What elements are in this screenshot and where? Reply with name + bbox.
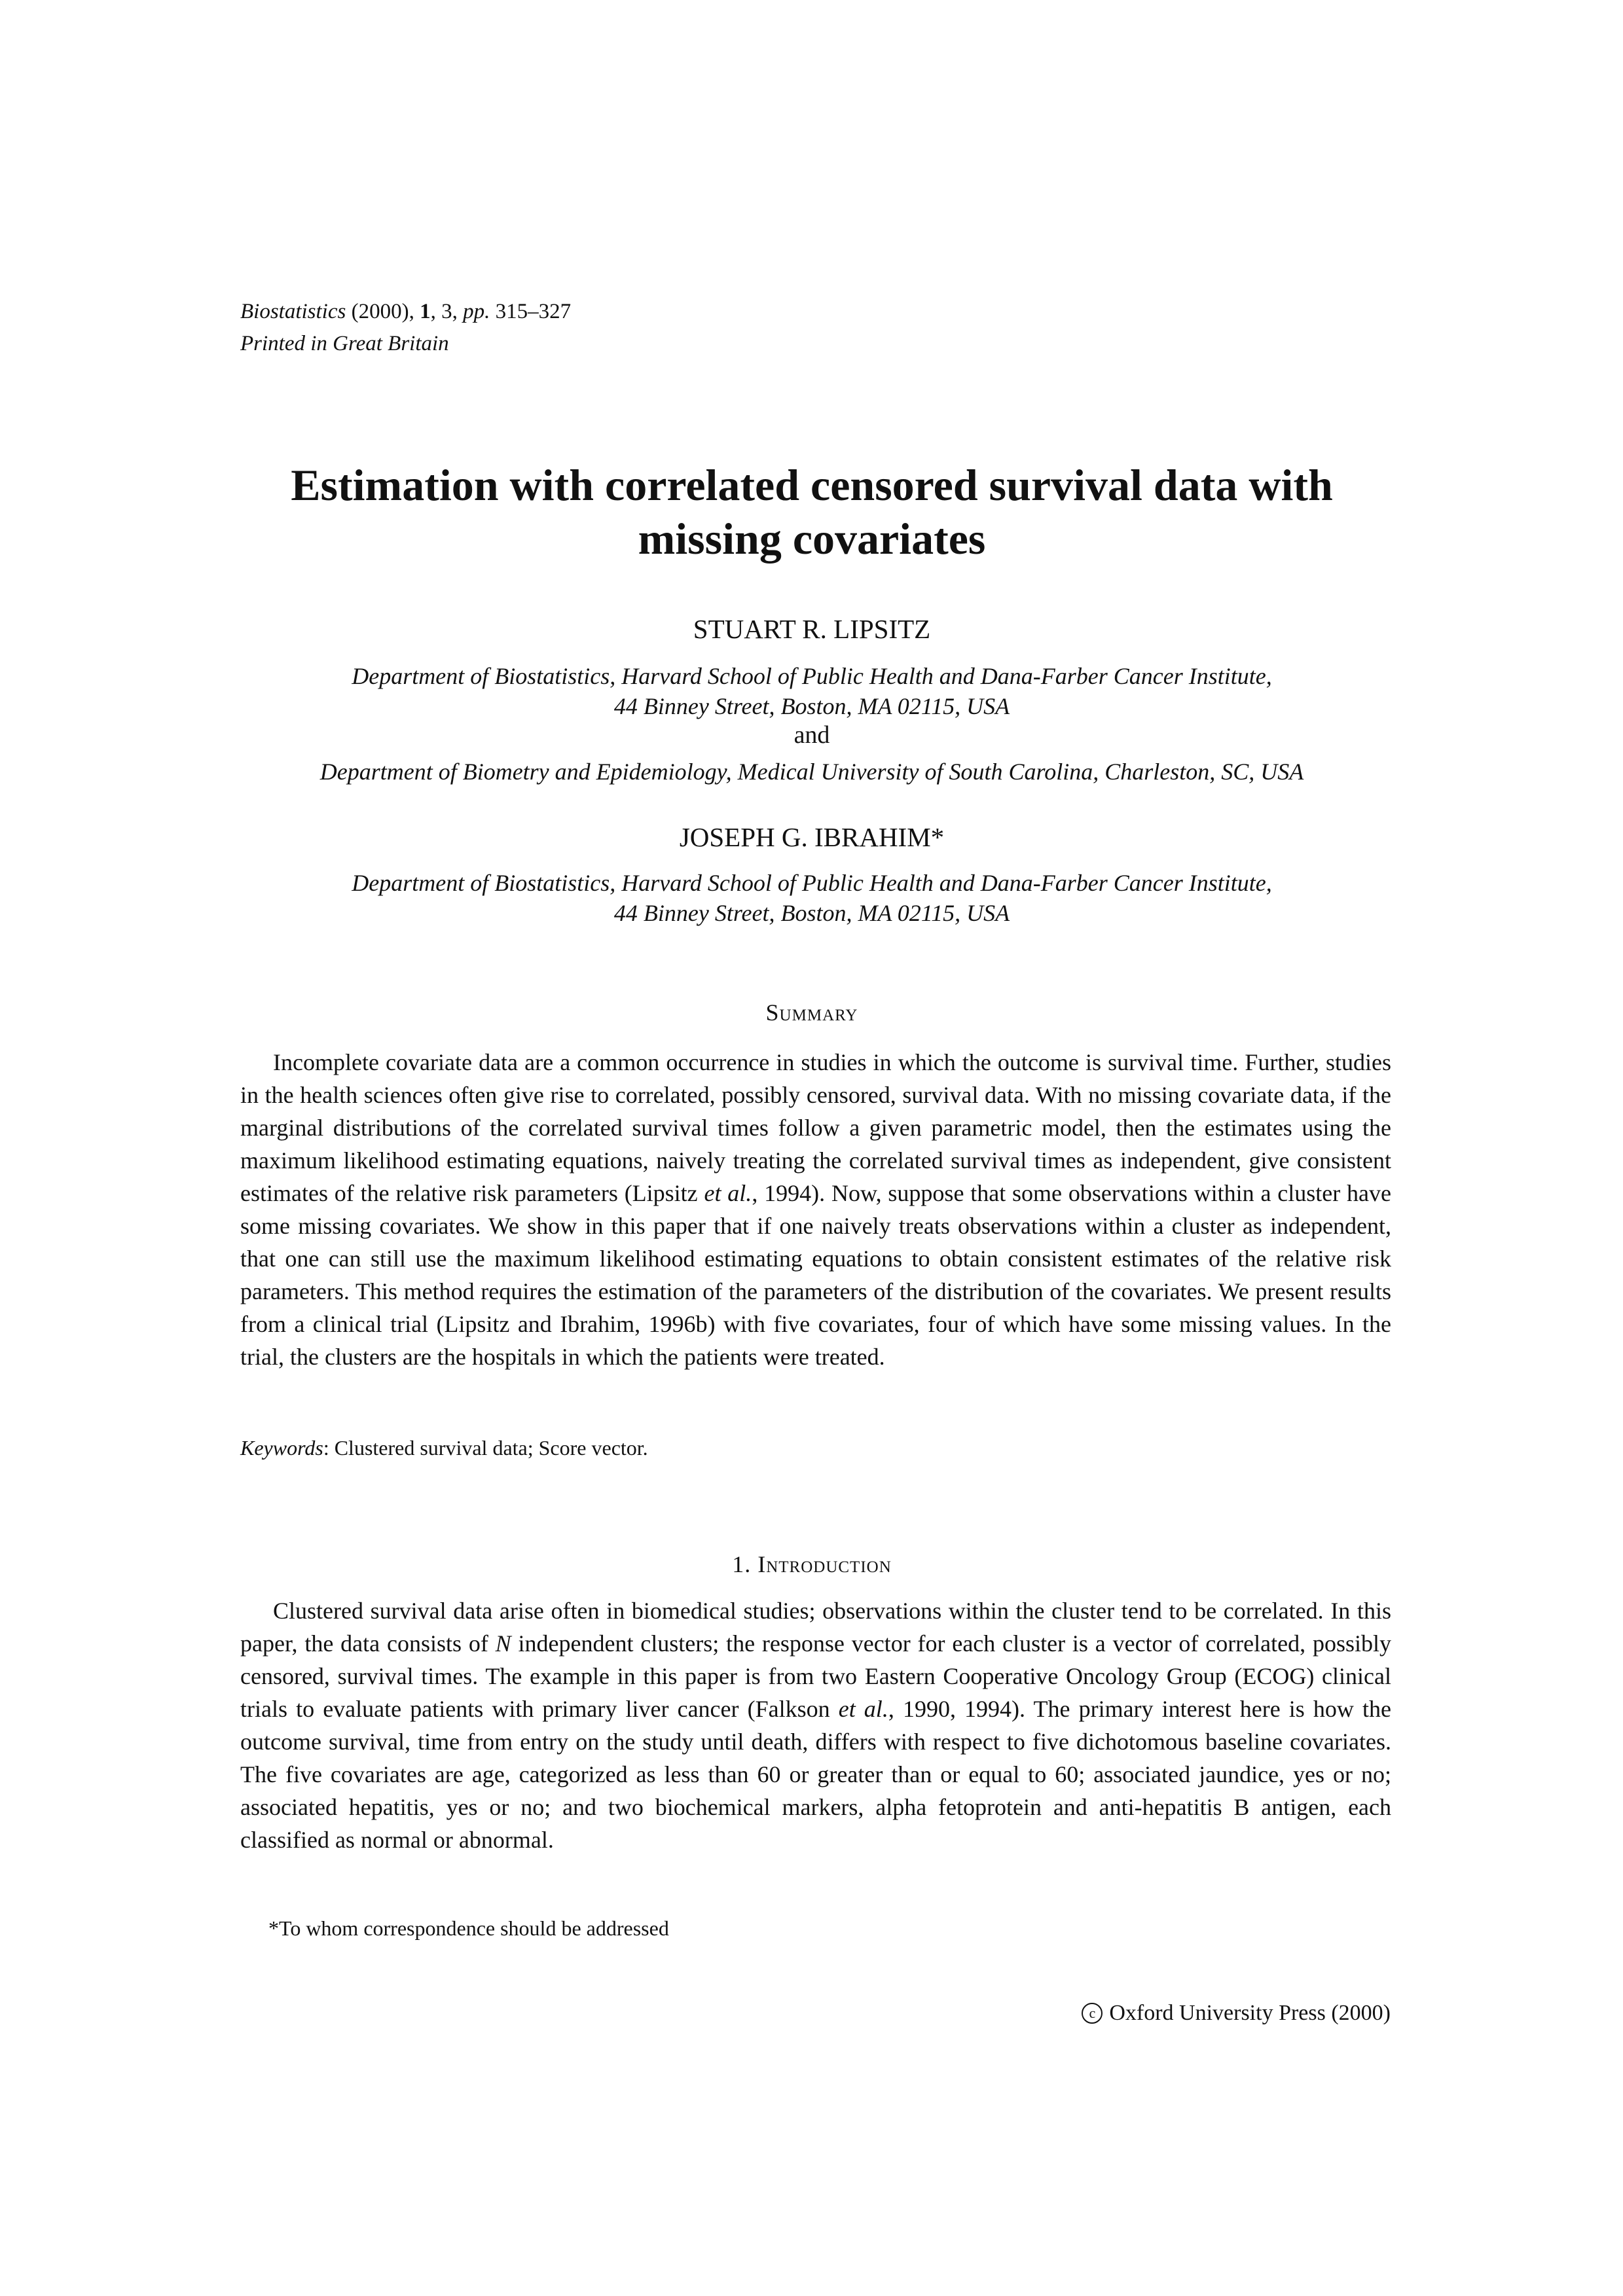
copyright-icon: c (1082, 2003, 1103, 2024)
keywords-label: Keywords (240, 1436, 323, 1460)
summary-paragraph (240, 1046, 1391, 1373)
title-line-1: Estimation with correlated censored survival data with (291, 460, 1333, 510)
journal-volume: 1 (420, 300, 431, 323)
intro-text-a: Clustered survival data arise often in biomedical studies; observations within the cluster tend to be correlated. In this paper, the data consists of (240, 1598, 1391, 1657)
paper-title (196, 458, 1427, 565)
journal-citation (240, 296, 571, 328)
introduction-paragraph (240, 1594, 1391, 1856)
copyright-notice (1082, 1999, 1391, 2028)
keywords (240, 1433, 648, 1462)
journal-issue: , 3, (430, 300, 464, 323)
author-1-affiliation-1 (164, 661, 1460, 721)
journal-printed: Printed in Great Britain (240, 332, 449, 355)
summary-heading: Summary (765, 999, 858, 1026)
author-2-name: JOSEPH G. IBRAHIM* (679, 822, 945, 852)
summary-text-a: Incomplete covariate data are a common occurrence in studies in which the outcome is survival time. Further, studies in the health sciences often give rise to correlated, possibly censored, survival data. With no missing covariate data, if the marginal distributions of the correlated survival times follow a given parametric model, then the estimates using the maximum likelihood estimating equations, naively treating the correlated survival times as independent, give consistent estimates of the relative risk parameters (Lipsitz (240, 1049, 1391, 1206)
intro-N: N (495, 1630, 511, 1657)
keywords-text: : Clustered survival data; Score vector. (323, 1436, 648, 1460)
copyright-text: Oxford University Press (2000) (1109, 2001, 1391, 2025)
correspondence-footnote: *To whom correspondence should be addressed (268, 1916, 669, 1940)
journal-name: Biostatistics (240, 300, 346, 323)
author-2-affiliation (164, 868, 1460, 928)
journal-pp: pp. (463, 300, 490, 323)
intro-etal: et al. (838, 1696, 888, 1722)
introduction-heading: 1. Introduction (732, 1551, 892, 1577)
journal-year: (2000), (346, 300, 420, 323)
intro-text-b: independent clusters; the response vector for each cluster is a vector of correlated, possibly censored, survival times. The example in this paper is from two Eastern Cooperative Oncology Group (ECOG) clinical trials to evaluate patients with primary liver cancer (Falkson (240, 1630, 1391, 1722)
journal-pages: 315–327 (490, 300, 572, 323)
author-1-affiliation-2: Department of Biometry and Epidemiology, Medical University of South Carolina, Charleston, SC, USA (319, 759, 1304, 785)
author-2-affil-line-2: 44 Binney Street, Boston, MA 02115, USA (613, 900, 1010, 926)
author-2-affil-line-1: Department of Biostatistics, Harvard School of Public Health and Dana-Farber Cancer Institute, (352, 870, 1272, 896)
journal-header (240, 296, 571, 360)
intro-text-c: , 1990, 1994). The primary interest here is how the outcome survival, time from entry on the study until death, differs with respect to five dichotomous baseline covariates. The five covariates are age, categorized as less than 60 or greater than or equal to 60; associated jaundice, yes or no; associated hepatitis, yes or no; and two biochemical markers, alpha fetoprotein and anti-hepatitis B antigen, each classified as normal or abnormal. (240, 1696, 1391, 1853)
summary-etal: et al. (704, 1180, 752, 1206)
author-1-affil-line-1: Department of Biostatistics, Harvard School of Public Health and Dana-Farber Cancer Institute, (352, 663, 1272, 689)
author-1-name: STUART R. LIPSITZ (693, 614, 931, 644)
title-line-2: missing covariates (638, 514, 986, 564)
affiliation-and: and (793, 721, 830, 749)
summary-text-b: , 1994). Now, suppose that some observations within a cluster have some missing covariates. We show in this paper that if one naively treats observations within a cluster as independent, that one can still use the maximum likelihood estimating equations to obtain consistent estimates of the relative risk parameters. This method requires the estimation of the parameters of the distribution of the covariates. We present results from a clinical trial (Lipsitz and Ibrahim, 1996b) with five covariates, four of which have some missing values. In the trial, the clusters are the hospitals in which the patients were treated. (240, 1180, 1392, 1370)
author-1-affil-line-2: 44 Binney Street, Boston, MA 02115, USA (613, 693, 1010, 719)
